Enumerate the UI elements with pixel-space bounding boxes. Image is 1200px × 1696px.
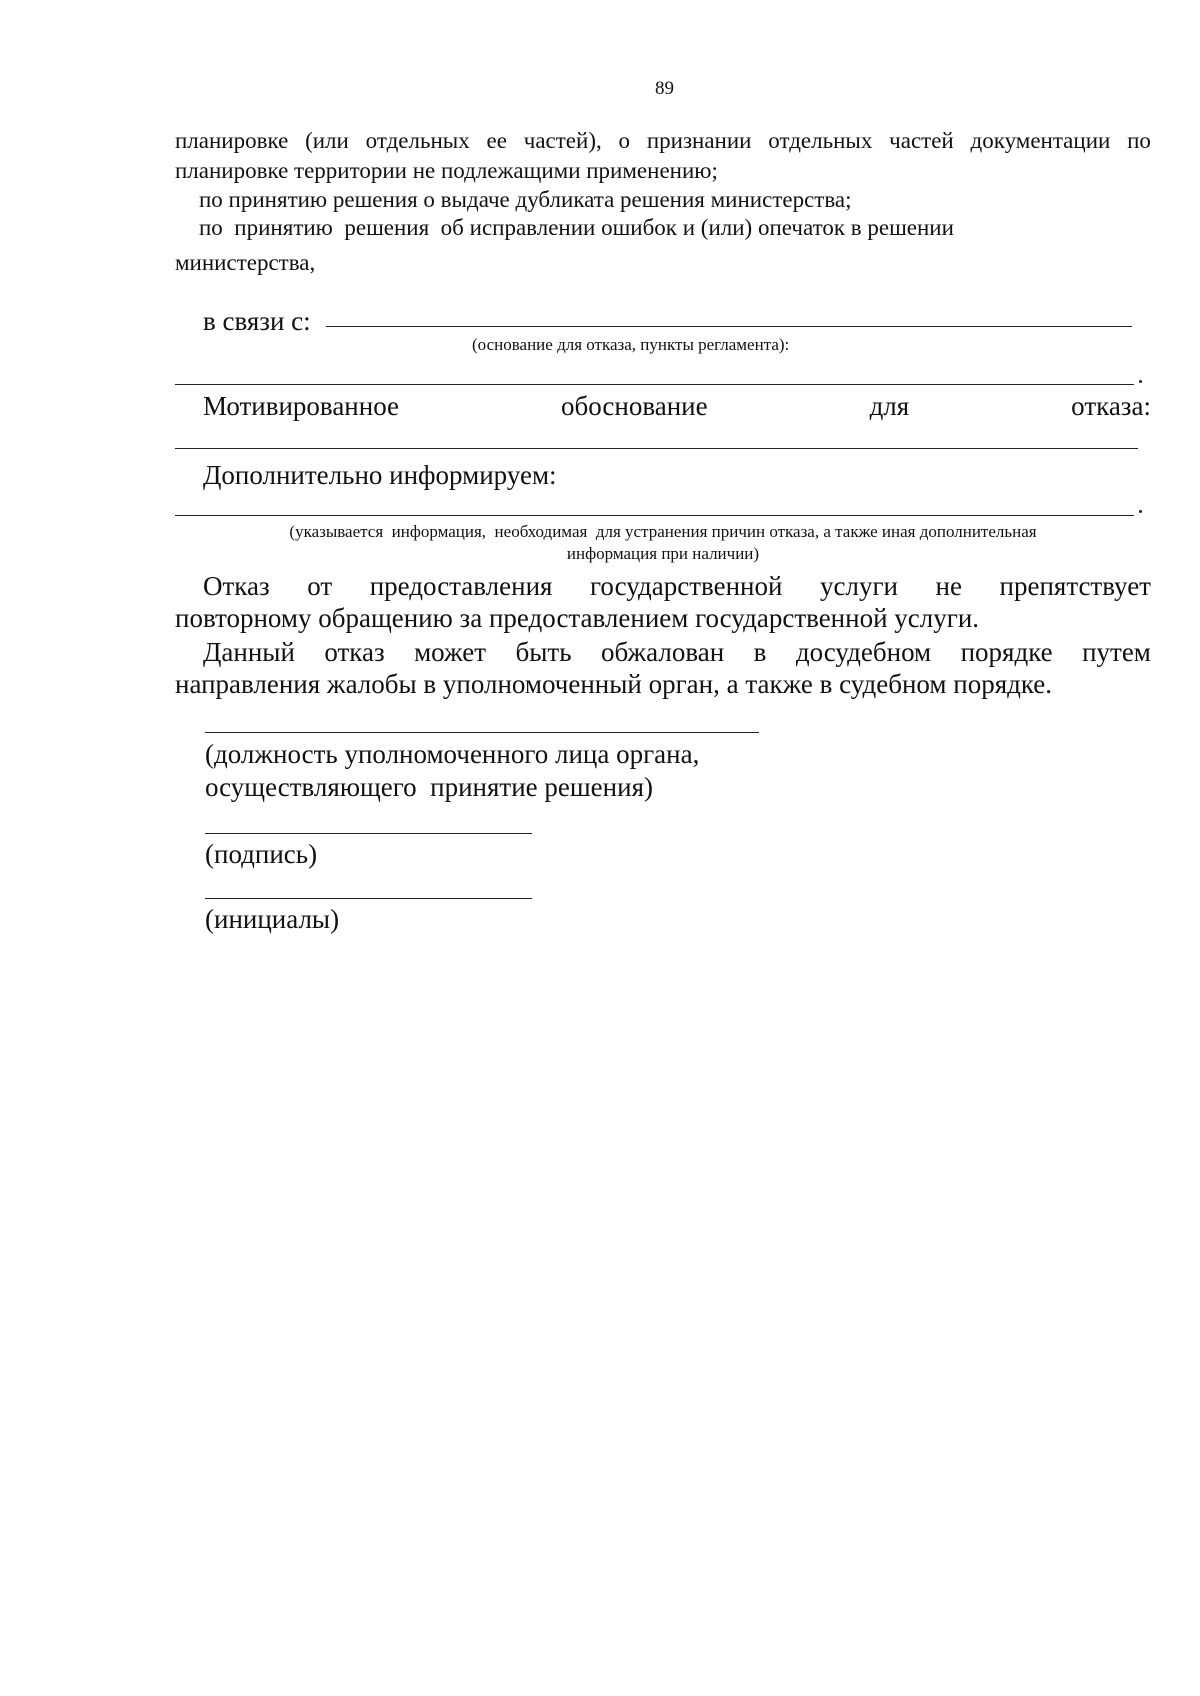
initials-line (205, 898, 532, 899)
intro-word: ее (486, 128, 507, 153)
appeal-word: быть (515, 637, 572, 667)
appeal-word: порядке (960, 637, 1053, 667)
appeal-word: отказ (324, 637, 385, 667)
intro-line-4: по принятию решения об исправлении ошибок и (или) опечаток в решении (199, 215, 954, 240)
refusal-word: препятствует (999, 571, 1151, 601)
appeal-word: в (753, 637, 767, 667)
refusal-word: предоставления (369, 571, 553, 601)
refusal-word: Отказ (203, 571, 270, 601)
intro-word: планировке (175, 128, 289, 153)
intro-line-5: министерства, (175, 250, 316, 275)
appeal-notice-line-2: направления жалобы в уполномоченный орган, а также в судебном порядке. (175, 669, 1053, 699)
reason-line-period (1139, 380, 1142, 383)
initials-caption: (инициалы) (205, 904, 340, 934)
motivation-word: для (869, 391, 910, 421)
page-number: 89 (655, 78, 674, 99)
additional-caption-line-2: информация при наличии) (566, 544, 760, 563)
appeal-word: обжалован (600, 637, 725, 667)
position-signature-line (205, 732, 759, 733)
appeal-word: досудебном (795, 637, 932, 667)
additional-label: Дополнительно информируем: (203, 460, 557, 490)
appeal-notice-line-1 (203, 636, 1151, 668)
refusal-notice-line-1 (203, 570, 1151, 602)
intro-word: о (618, 128, 631, 153)
motivation-row (203, 390, 1151, 422)
reason-caption: (основание для отказа, пункты регламента): (472, 335, 790, 354)
intro-word: документации (970, 128, 1111, 153)
appeal-word: Данный (203, 637, 295, 667)
motivation-word: обоснование (560, 391, 708, 421)
appeal-word: путем (1082, 637, 1151, 667)
intro-line-2: планировке территории не подлежащими применению; (175, 158, 718, 183)
refusal-word: не (935, 571, 962, 601)
additional-caption-line-1: (указывается информация, необходимая для устранения причин отказа, а также иная дополнительная (289, 522, 1037, 541)
refusal-word: услуги (820, 571, 898, 601)
reason-label: в связи с: (203, 306, 311, 336)
intro-word: отдельных (768, 128, 873, 153)
signature-caption: (подпись) (205, 839, 318, 869)
appeal-word: может (414, 637, 487, 667)
refusal-notice-line-2: повторному обращению за предоставлением государственной услуги. (175, 603, 980, 633)
intro-line-3: по принятию решения о выдаче дубликата решения министерства; (199, 187, 852, 212)
position-caption-line-2: осуществляющего принятие решения) (205, 772, 653, 802)
refusal-word: государственной (590, 571, 783, 601)
reason-fill-line (326, 326, 1132, 327)
additional-fill-line (175, 515, 1134, 516)
motivation-fill-line (175, 448, 1138, 449)
intro-word: частей), (523, 128, 602, 153)
intro-line-1 (175, 126, 1151, 156)
intro-word: частей (889, 128, 954, 153)
motivation-word: отказа: (1071, 391, 1151, 421)
refusal-word: от (307, 571, 333, 601)
additional-line-period (1139, 510, 1142, 513)
intro-word: (или (305, 128, 349, 153)
intro-word: признании (646, 128, 752, 153)
position-caption-line-1: (должность уполномоченного лица органа, (205, 739, 700, 769)
motivation-word: Мотивированное (203, 391, 400, 421)
intro-word: отдельных (365, 128, 470, 153)
reason-continuation-line (175, 384, 1134, 385)
intro-word: по (1127, 128, 1151, 153)
signature-line (205, 833, 532, 834)
